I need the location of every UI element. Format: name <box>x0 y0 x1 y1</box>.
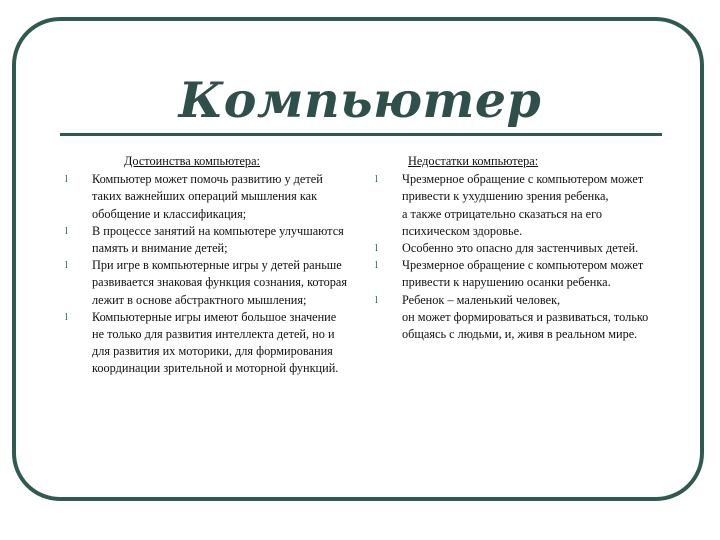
bullet-icon: l <box>65 260 68 272</box>
disadvantage-text: Чрезмерное обращение с компьютером может привести к ухудшению зрения ребенка, <box>402 172 644 204</box>
disadvantage-item <box>375 171 670 205</box>
disadvantage-item <box>375 257 670 291</box>
bullet-icon: l <box>375 294 378 306</box>
disadvantage-text: Ребенок – маленький человек, <box>402 292 561 307</box>
disadvantage-continuation <box>402 309 670 343</box>
advantage-text: Компьютер может помочь развитию у детей таких важнейших операций мышления как обобщение и классификация; <box>92 172 323 221</box>
slide-title: Компьютер <box>178 71 542 129</box>
disadvantage-text: он может формироваться и развиваться, только общаясь с людьми, и, живя в реальном мире. <box>402 309 649 342</box>
advantage-text: В процессе занятий на компьютере улучшаются память и внимание детей; <box>92 223 344 256</box>
disadvantages-column <box>375 153 670 343</box>
disadvantage-text: Чрезмерное обращение с компьютером может привести к нарушению осанки ребенка. <box>402 258 644 290</box>
bullet-icon: l <box>375 243 378 255</box>
advantage-item <box>65 223 350 257</box>
bullet-icon: l <box>65 311 68 323</box>
advantage-item <box>65 309 350 378</box>
bullet-icon: l <box>65 225 68 237</box>
bullet-icon: l <box>375 260 378 272</box>
title-underline <box>60 133 662 136</box>
advantages-heading: Достоинства компьютера: <box>124 154 260 168</box>
disadvantage-text: а также отрицательно сказаться на его психическом здоровье. <box>402 206 603 238</box>
disadvantage-item <box>375 292 670 309</box>
disadvantage-continuation <box>402 206 670 240</box>
disadvantage-item <box>375 240 670 257</box>
advantage-text: Компьютерные игры имеют большое значение не только для развития интеллекта детей, но и для развития их моторики, для формирования координации зрительной и моторной функций. <box>92 309 339 376</box>
advantage-item <box>65 171 350 223</box>
advantage-text: При игре в компьютерные игры у детей раньше развивается знаковая функция сознания, которая лежит в основе абстрактного мышления; <box>92 258 348 307</box>
advantage-item <box>65 257 350 309</box>
bullet-icon: l <box>65 174 68 186</box>
disadvantage-text: Особенно это опасно для застенчивых детей. <box>402 241 639 256</box>
bullet-icon: l <box>375 174 378 186</box>
advantages-column <box>65 153 350 378</box>
disadvantages-heading: Недостатки компьютера: <box>408 154 539 168</box>
